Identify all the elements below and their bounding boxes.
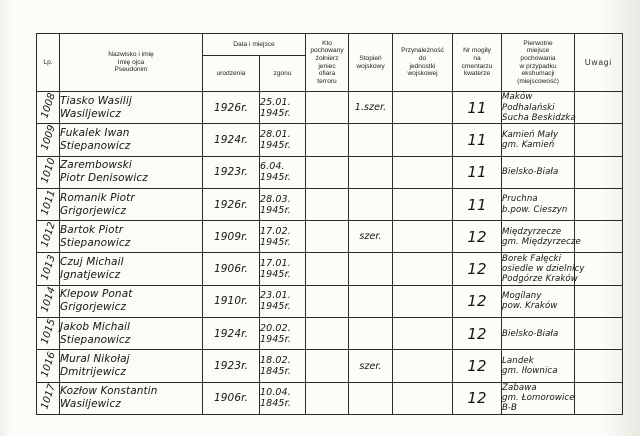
original-burial-cell: Pruchna b.pow. Cieszyn — [502, 188, 575, 220]
entry-number: 1009 — [39, 124, 58, 153]
unit-cell — [393, 92, 453, 124]
buried-by-cell — [306, 382, 349, 414]
unit-cell — [393, 350, 453, 382]
birth-cell: 1906r. — [203, 382, 260, 414]
remarks-cell — [575, 188, 623, 220]
grave-cell: 11 — [453, 92, 502, 124]
remarks-cell — [575, 92, 623, 124]
grave-cell: 12 — [453, 285, 502, 317]
rank-cell — [349, 382, 393, 414]
birth-cell: 1909r. — [203, 221, 260, 253]
death-cell: 28.03. 1945r. — [260, 188, 306, 220]
birth-cell: 1926r. — [203, 92, 260, 124]
remarks-cell — [575, 285, 623, 317]
table-row — [37, 124, 623, 156]
table-row — [37, 350, 623, 382]
remarks-cell — [575, 350, 623, 382]
entry-number: 1012 — [39, 220, 58, 249]
rank-cell — [349, 253, 393, 285]
table-row — [37, 92, 623, 124]
remarks-cell — [575, 318, 623, 350]
header-dates: Data i miejsce — [203, 34, 306, 56]
unit-cell — [393, 221, 453, 253]
buried-by-cell — [306, 188, 349, 220]
name-cell: Romanik Piotr Grigorjewicz — [60, 188, 203, 220]
header-original-burial: Pierwotne miejsce pochowania w przypadku ekshumacji (miejscowość) — [502, 34, 575, 92]
death-cell: 25.01. 1945r. — [260, 92, 306, 124]
unit-cell — [393, 318, 453, 350]
death-cell: 23.01. 1945r. — [260, 285, 306, 317]
name-cell: Fukalek Iwan Stiepanowicz — [60, 124, 203, 156]
table-row — [37, 156, 623, 188]
header-remarks: Uwagi — [575, 34, 623, 92]
birth-cell: 1923r. — [203, 156, 260, 188]
table-row — [37, 285, 623, 317]
burial-register-table — [36, 33, 623, 415]
buried-by-cell — [306, 285, 349, 317]
header-birth: urodzenia — [203, 56, 260, 92]
death-cell: 17.01. 1945r. — [260, 253, 306, 285]
entry-number: 1014 — [39, 285, 58, 314]
original-burial-cell: Bielsko-Biała — [502, 318, 575, 350]
name-cell: Jakob Michail Stiepanowicz — [60, 318, 203, 350]
unit-cell — [393, 253, 453, 285]
grave-cell: 12 — [453, 318, 502, 350]
table-row — [37, 382, 623, 414]
death-cell: 20.02. 1945r. — [260, 318, 306, 350]
birth-cell: 1926r. — [203, 188, 260, 220]
grave-cell: 12 — [453, 253, 502, 285]
buried-by-cell — [306, 156, 349, 188]
rank-cell — [349, 156, 393, 188]
birth-cell: 1910r. — [203, 285, 260, 317]
header-death: zgonu — [260, 56, 306, 92]
entry-number: 1010 — [39, 156, 58, 185]
buried-by-cell — [306, 92, 349, 124]
header-rank: Stopień wojskowy — [349, 34, 393, 92]
name-cell: Tiasko Wasilij Wasiljewicz — [60, 92, 203, 124]
header-name: Nazwisko i imię Imię ojca Pseudonim — [60, 34, 203, 92]
header-lp: Lp. — [37, 34, 60, 92]
rank-cell: szer. — [349, 350, 393, 382]
birth-cell: 1906r. — [203, 253, 260, 285]
rank-cell: szer. — [349, 221, 393, 253]
unit-cell — [393, 285, 453, 317]
table-row — [37, 221, 623, 253]
buried-by-cell — [306, 350, 349, 382]
entry-number: 1011 — [39, 188, 58, 217]
rank-cell — [349, 318, 393, 350]
header-grave: Nr mogiły na cmentarzu kwaterze — [453, 34, 502, 92]
birth-cell: 1924r. — [203, 318, 260, 350]
entry-number: 1017 — [39, 382, 58, 411]
grave-cell: 12 — [453, 350, 502, 382]
name-cell: Mural Nikołaj Dmitrijewicz — [60, 350, 203, 382]
header-buried-by: Kto pochowany żołnierz jeniec ofiara terroru — [306, 34, 349, 92]
original-burial-cell: Mogilany pow. Kraków — [502, 285, 575, 317]
name-cell: Zarembowski Piotr Denisowicz — [60, 156, 203, 188]
original-burial-cell: Maków Podhalański Sucha Beskidzka — [502, 92, 576, 123]
grave-cell: 11 — [453, 124, 502, 156]
grave-cell: 12 — [453, 221, 502, 253]
death-cell: 17.02. 1945r. — [260, 221, 306, 253]
grave-cell: 11 — [453, 188, 502, 220]
name-cell: Klepow Ponat Grigorjewicz — [60, 285, 203, 317]
original-burial-cell: Zabawa gm. Łomorowice B-B — [502, 383, 575, 414]
birth-cell: 1924r. — [203, 124, 260, 156]
original-burial-cell: Borek Fałęcki osiedle w dzielnicy Podgórze Kraków — [502, 253, 585, 285]
table-row — [37, 253, 623, 285]
rank-cell — [349, 188, 393, 220]
table-row — [37, 188, 623, 220]
death-cell: 10.04. 1845r. — [260, 382, 306, 414]
death-cell: 6.04. 1945r. — [260, 156, 306, 188]
rank-cell — [349, 124, 393, 156]
birth-cell: 1923r. — [203, 350, 260, 382]
unit-cell — [393, 188, 453, 220]
name-cell: Kozłow Konstantin Wasiljewicz — [60, 382, 203, 414]
buried-by-cell — [306, 253, 349, 285]
original-burial-cell: Kamień Mały gm. Kamień — [502, 124, 575, 156]
unit-cell — [393, 156, 453, 188]
death-cell: 18.02. 1845r. — [260, 350, 306, 382]
remarks-cell — [575, 124, 623, 156]
buried-by-cell — [306, 221, 349, 253]
rank-cell — [349, 285, 393, 317]
remarks-cell — [575, 382, 623, 414]
buried-by-cell — [306, 318, 349, 350]
entry-number: 1015 — [39, 317, 58, 346]
entry-number: 1013 — [39, 253, 58, 282]
header-unit: Przynależność do jednostki wojskowej — [393, 34, 453, 92]
entry-number: 1008 — [39, 91, 58, 120]
name-cell: Czuj Michail Ignatjewicz — [60, 253, 203, 285]
original-burial-cell: Bielsko-Biała — [502, 156, 575, 188]
buried-by-cell — [306, 124, 349, 156]
grave-cell: 12 — [453, 382, 502, 414]
death-cell: 28.01. 1945r. — [260, 124, 306, 156]
unit-cell — [393, 124, 453, 156]
entry-number: 1016 — [39, 350, 58, 379]
grave-cell: 11 — [453, 156, 502, 188]
original-burial-cell: Międzyrzecze gm. Międzyrzecze — [502, 221, 575, 253]
unit-cell — [393, 382, 453, 414]
name-cell: Bartok Piotr Stiepanowicz — [60, 221, 203, 253]
remarks-cell — [575, 156, 623, 188]
original-burial-cell: Landek gm. Iłownica — [502, 350, 575, 382]
page-margin — [0, 0, 34, 436]
table-row — [37, 318, 623, 350]
rank-cell: 1.szer. — [349, 92, 393, 124]
remarks-cell — [575, 221, 623, 253]
